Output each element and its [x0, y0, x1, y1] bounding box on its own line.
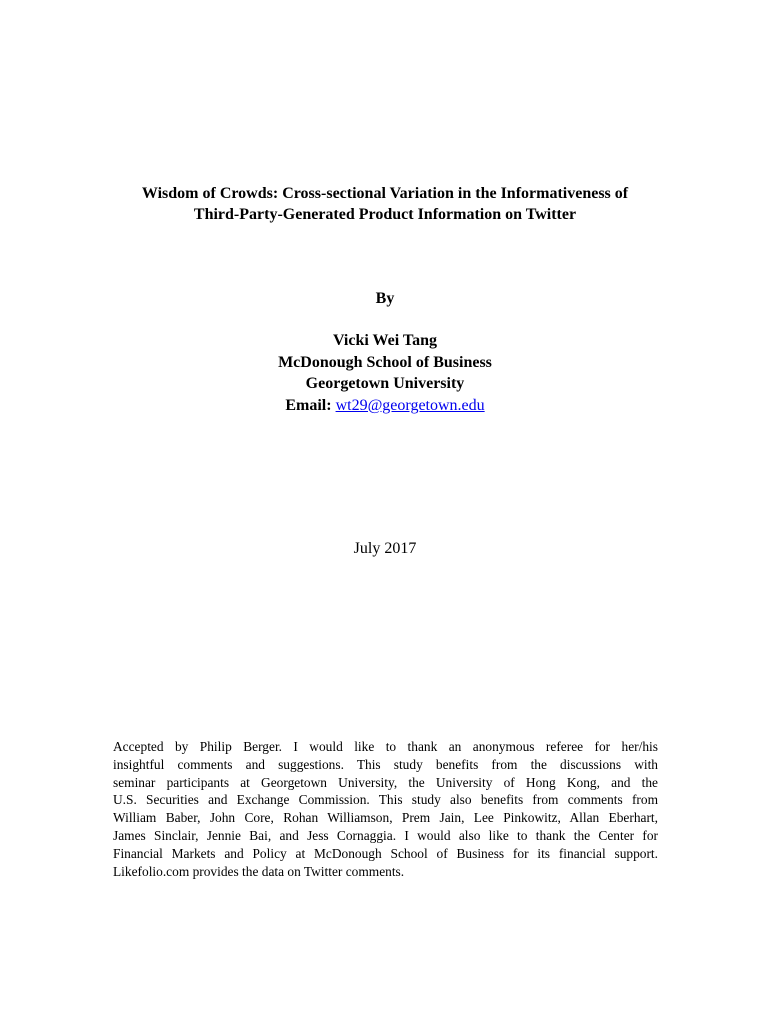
- author-university: Georgetown University: [305, 375, 465, 392]
- acknowledgement-line: Likefolio.com provides the data on Twitter comments.: [113, 863, 405, 879]
- author-email-line: [0, 395, 770, 417]
- acknowledgement-paragraph: [113, 738, 658, 880]
- acknowledgement-line: Financial Markets and Policy at McDonough School of Business for its financial support.: [113, 845, 658, 861]
- author-name: Vicki Wei Tang: [332, 332, 438, 349]
- acknowledgement-line: James Sinclair, Jennie Bai, and Jess Cornaggia. I would also like to thank the Center for: [113, 827, 658, 843]
- acknowledgement-line: William Baber, John Core, Rohan Williamson, Prem Jain, Lee Pinkowitz, Allan Eberhart,: [113, 810, 658, 826]
- by-label: By: [375, 290, 395, 307]
- acknowledgement-line: U.S. Securities and Exchange Commission. This study also benefits from comments from: [113, 792, 658, 808]
- author-school: McDonough School of Business: [278, 353, 492, 371]
- email-label: Email:: [285, 396, 332, 414]
- acknowledgement-line: Accepted by Philip Berger. I would like to thank an anonymous referee for her/his: [113, 739, 658, 754]
- acknowledgement-line: insightful comments and suggestions. This study benefits from the discussions with: [113, 756, 658, 772]
- paper-date: July 2017: [353, 540, 417, 557]
- paper-title-line-2: Third-Party-Generated Product Information on Twitter: [193, 206, 577, 223]
- paper-title-line-1: Wisdom of Crowds: Cross-sectional Variation in the Informativeness of: [141, 185, 629, 202]
- acknowledgement-line: seminar participants at Georgetown University, the University of Hong Kong, and the: [113, 774, 658, 790]
- author-block: [0, 330, 770, 416]
- paper-title: [60, 183, 710, 225]
- email-link[interactable]: wt29@georgetown.edu: [335, 396, 485, 414]
